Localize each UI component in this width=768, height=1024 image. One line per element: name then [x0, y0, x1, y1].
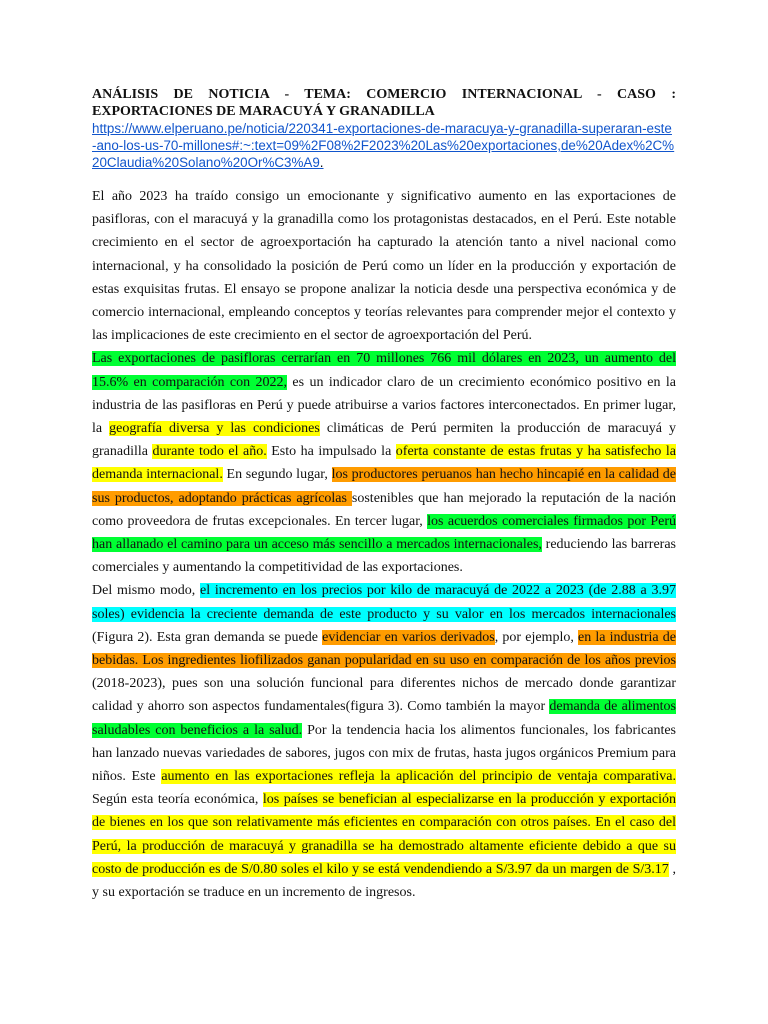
source-link-period: . [319, 155, 324, 170]
highlight-geography: geografía diversa y las condiciones [109, 421, 320, 437]
highlight-healthy-food: demanda de alimentos saludables con beneficios a la salud. [92, 699, 676, 738]
text-segment: (Figura 2). Esta gran demanda se puede [92, 629, 323, 645]
text-segment: Según esta teoría económica, [92, 792, 263, 808]
text-segment: , y su exportación se traduce en un incremento de ingresos. [92, 861, 677, 901]
text-segment: reduciendo las barreras comerciales y aumentando la competitividad de las exportaciones. [92, 537, 676, 576]
paragraph-exports-factors [92, 347, 676, 579]
text-segment: Esto ha impulsado la [266, 444, 396, 460]
highlight-comparative-advantage: aumento en las exportaciones refleja la aplicación del principio de ventaja comparativa. [161, 769, 676, 785]
text-segment: , por ejemplo, [494, 629, 578, 645]
text-segment: (2018-2023), pues son una solución funcional para diferentes nichos de mercado donde garantizar calidad y ahorro son aspectos fundamentales(figura 3). Como también la mayor [92, 676, 676, 715]
paragraph-prices-demand [92, 579, 676, 904]
title-line-2: EXPORTACIONES DE MARACUYÁ Y GRANADILLA [92, 104, 435, 119]
highlight-export-figures: Las exportaciones de pasifloras cerrarían en 70 millones 766 mil dólares en 2023, un aumento del 15.6% en comparación con 2022, [92, 351, 676, 390]
highlight-constant-supply: oferta constante de estas frutas y ha satisfecho la demanda internacional. [92, 444, 676, 483]
text-segment: En segundo lugar, [222, 467, 332, 483]
title-line-1: ANÁLISIS DE NOTICIA - TEMA: COMERCIO INTERNACIONAL - CASO : [92, 87, 676, 102]
source-link[interactable]: https://www.elperuano.pe/noticia/220341-exportaciones-de-maracuya-y-granadilla-superaran-este-ano-los-us-70-millones#:~:text=09%2F08%2F2023%20Las%20exportaciones,de%20Adex%2C%20Claudia%20Solano%20Or%C3%A9 [92, 121, 675, 170]
text-segment: Por la tendencia hacia los alimentos funcionales, los fabricantes han lanzado nuevas variedades de sabores, jugos con mix de frutas, hasta jugos orgánicos Premium para niños. Este [92, 722, 676, 785]
highlight-price-increase: el incremento en los precios por kilo de maracuyá de 2022 a 2023 (de 2.88 a 3.97 soles) evidencia la creciente demanda de este producto y su valor en los mercados internacionales [92, 583, 676, 622]
highlight-derivatives: evidenciar en varios derivados [322, 629, 495, 645]
highlight-specialization: los países se benefician al especializarse en la producción y exportación de bienes en los que son relativamente más eficientes en comparación con otros países. En el caso del Perú, la producción de maracuyá y granadilla se ha demostrado altamente eficiente debido a que su costo de producción es de S/0.80 soles el kilo y se está vendendiendo a S/3.97 da un margen de S/3.17 [92, 792, 676, 877]
highlight-trade-agreements: los acuerdos comerciales firmados por Perú han allanado el camino para un acceso más sencillo a mercados internacionales, [92, 513, 676, 553]
highlight-all-year: durante todo el año. [152, 444, 267, 460]
text-segment: climáticas de Perú permiten la producción de maracuyá y granadilla [92, 421, 676, 460]
highlight-beverages: en la industria de bebidas. Los ingredientes liofilizados ganan popularidad en su uso en comparación de los años previos [92, 629, 677, 669]
intro-paragraph: El año 2023 ha traído consigo un emocionante y significativo aumento en las exportaciones de pasifloras, con el maracuyá y la granadilla como los protagonistas destacados, en el Perú. Este notable crecimiento en el sector de agroexportación ha capturado la atención tanto a nivel nacional como internacional, y ha consolidado la posición de Perú como un líder en la producción y exportación de estas exquisitas frutas. El ensayo se propone analizar la noticia desde una perspectiva económica y de comercio internacional, empleando conceptos y teorías relevantes para comprender mejor el contexto y las implicaciones de este crecimiento en el sector de agroexportación del Perú. [92, 189, 676, 344]
text-segment: sostenibles que han mejorado la reputación de la nación como proveedora de frutas excepcionales. En tercer lugar, [92, 490, 676, 529]
document-title [92, 86, 676, 120]
text-segment: Del mismo modo, [92, 583, 201, 599]
text-segment: es un indicador claro de un crecimiento económico positivo en la industria de las pasifloras en Perú y puede atribuirse a varios factores interconectados. En primer lugar, la [92, 374, 677, 437]
highlight-quality: los productores peruanos han hecho hincapié en la calidad de sus productos, adoptando prácticas agrícolas [92, 467, 677, 506]
source-link-block [92, 120, 676, 171]
